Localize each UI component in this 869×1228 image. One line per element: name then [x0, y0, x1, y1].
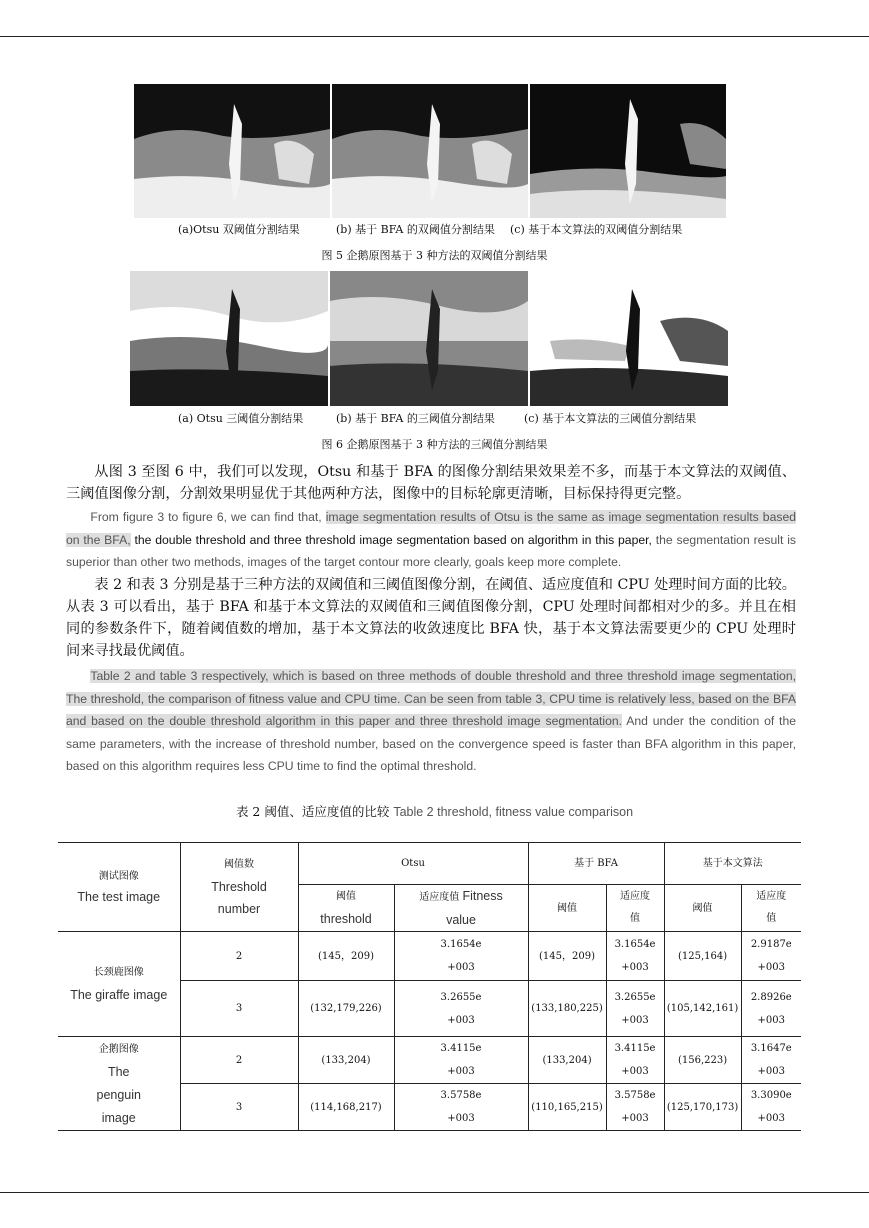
- cell-ours-fitness-exponent: +003: [757, 1066, 786, 1077]
- figure6-images: [130, 271, 730, 406]
- figure5-subcaptions: [178, 221, 682, 237]
- header-test-image-en: The test image: [77, 890, 161, 904]
- header-ours-fitness: [741, 885, 801, 932]
- cell-bfa-fitness-exponent: +003: [621, 1014, 649, 1026]
- cell-bfa-fitness-exponent: +003: [621, 1113, 649, 1124]
- cell-bfa-fitness-mantissa: 3.2655e: [614, 991, 656, 1003]
- figure6a-image: [130, 271, 328, 406]
- figure6c-image: [530, 271, 728, 406]
- header-otsu-fitness-en: Fitness: [462, 889, 503, 903]
- header-ours-fitness-line2: 值: [766, 913, 777, 924]
- header-otsu-fitness-cn: 适应度值: [419, 892, 460, 903]
- header-otsu-fitness-line1: [395, 885, 528, 909]
- fitness-table: [58, 842, 801, 1131]
- paragraph2-chinese: [66, 574, 796, 662]
- cell-ours-fitness: [741, 932, 801, 981]
- header-ours-fitness-line1: 适应度: [756, 891, 787, 902]
- paragraph1-en-part-a: From figure 3 to figure 6, we can find that,: [90, 510, 326, 524]
- cell-otsu-fitness: [394, 1037, 528, 1084]
- cell-bfa-threshold: (145，209): [528, 932, 606, 981]
- cell-otsu-fitness: [394, 981, 528, 1037]
- paragraph1-en-highlight: image segmentation results of Otsu is the same as image segmentation results based on the BFA,: [66, 510, 796, 547]
- figure5-images: [134, 84, 728, 218]
- cell-ours-fitness-mantissa: 3.1647e: [750, 1043, 792, 1054]
- cell-ours-fitness-mantissa: 2.8926e: [750, 991, 792, 1003]
- header-otsu-threshold: [298, 885, 394, 932]
- cell-otsu-threshold: (145，209): [298, 932, 394, 981]
- cell-otsu-fitness: [394, 1084, 528, 1131]
- header-threshold-number: [180, 843, 298, 932]
- table-caption: [0, 802, 869, 820]
- cell-ours-fitness: [741, 981, 801, 1037]
- group-name-penguin-cn: 企鹅图像: [98, 1043, 139, 1055]
- group-name-giraffe: [58, 932, 180, 1037]
- cell-bfa-fitness: [606, 1084, 664, 1131]
- header-otsu-fitness: [394, 885, 528, 932]
- paragraph2-english: [66, 665, 796, 778]
- cell-bfa-fitness-mantissa: 3.1654e: [614, 939, 656, 950]
- group-name-giraffe-cn: 长颈鹿图像: [93, 967, 144, 978]
- paragraph1-chinese: [66, 461, 796, 505]
- paragraph2-en-part-b: And under the condition of the same parameters, with the increase of threshold number, based on the convergence speed is faster than BFA algorithm in this paper, based on this algorithm requires less CPU time to find the optimal threshold.: [66, 714, 796, 774]
- paragraph1-chinese-text: 从图 3 至图 6 中，我们可以发现，Otsu 和基于 BFA 的图像分割结果效果差不多，而基于本文算法的双阈值、三阈值图像分割，分割效果明显优于其他两种方法，图像中的目标轮廓更清晰，目标保持得更完整。: [66, 464, 796, 502]
- header-otsu-threshold-cn: 阈值: [336, 891, 356, 902]
- header-otsu: Otsu: [298, 843, 528, 885]
- header-threshold-number-en: Threshold number: [211, 880, 267, 916]
- cell-otsu-fitness-exponent: +003: [447, 1014, 475, 1026]
- cell-ours-fitness-mantissa: 2.9187e: [750, 939, 792, 950]
- header-test-image: [58, 843, 180, 932]
- cell-threshold-number: 3: [180, 981, 298, 1037]
- cell-ours-fitness: [741, 1084, 801, 1131]
- cell-bfa-fitness: [606, 1037, 664, 1084]
- group-name-penguin-en: The penguin image: [96, 1064, 141, 1125]
- figure5b-image: [332, 84, 528, 218]
- paragraph1-en-part-c: the double threshold and three threshold image segmentation based on algorithm in this paper,: [130, 532, 652, 547]
- cell-otsu-fitness-mantissa: 3.1654e: [440, 939, 482, 950]
- table-caption-cn: 表 2 阈值、适应度值的比较: [235, 804, 390, 819]
- figure6a-caption: (a) Otsu 三阈值分割结果: [178, 412, 304, 425]
- table-header-row-1: [58, 843, 801, 885]
- cell-bfa-fitness-mantissa: 3.4115e: [614, 1043, 656, 1054]
- header-bfa: 基于 BFA: [528, 843, 664, 885]
- cell-bfa-fitness: [606, 932, 664, 981]
- figure5a-caption: (a)Otsu 双阈值分割结果: [178, 223, 300, 236]
- cell-bfa-threshold: (110,165,215): [528, 1084, 606, 1131]
- cell-ours-threshold: (125,164): [664, 932, 741, 981]
- group-name-giraffe-en: The giraffe image: [70, 988, 168, 1002]
- cell-ours-fitness: [741, 1037, 801, 1084]
- cell-bfa-threshold: (133,180,225): [528, 981, 606, 1037]
- figure6-title: 图 6 企鹅原图基于 3 种方法的三阈值分割结果: [321, 438, 548, 451]
- header-ours: 基于本文算法: [664, 843, 801, 885]
- figure6-subcaptions: [178, 410, 696, 426]
- cell-bfa-fitness-mantissa: 3.5758e: [614, 1090, 656, 1101]
- paragraph1-english: [66, 506, 796, 574]
- header-test-image-cn: 测试图像: [98, 871, 139, 882]
- cell-threshold-number: 2: [180, 1037, 298, 1084]
- header-bfa-fitness: [606, 885, 664, 932]
- figure5c-caption: (c) 基于本文算法的双阈值分割结果: [510, 223, 683, 236]
- figure6b-caption: (b) 基于 BFA 的三阈值分割结果: [336, 412, 495, 425]
- paragraph1-en-part-d: the segmentation result is superior than other two methods, images of the target contour more clearly, goals keep more complete.: [66, 532, 797, 570]
- cell-ours-threshold: (105,142,161): [664, 981, 741, 1037]
- cell-ours-fitness-exponent: +003: [757, 962, 786, 973]
- figure5-title: 图 5 企鹅原图基于 3 种方法的双阈值分割结果: [321, 249, 548, 262]
- header-otsu-fitness-line2: value: [446, 913, 476, 927]
- table-row: [58, 1037, 801, 1084]
- cell-threshold-number: 3: [180, 1084, 298, 1131]
- bottom-rule: [0, 1192, 869, 1193]
- header-bfa-fitness-line2: 值: [630, 913, 641, 924]
- cell-bfa-threshold: (133,204): [528, 1037, 606, 1084]
- group-name-penguin: [58, 1037, 180, 1131]
- cell-bfa-fitness-exponent: +003: [621, 1066, 649, 1077]
- cell-ours-threshold: (125,170,173): [664, 1084, 741, 1131]
- cell-otsu-fitness-exponent: +003: [447, 1066, 475, 1077]
- cell-otsu-threshold: (114,168,217): [298, 1084, 394, 1131]
- cell-ours-fitness-exponent: +003: [757, 1113, 786, 1124]
- cell-otsu-fitness-mantissa: 3.4115e: [440, 1043, 482, 1054]
- figure6c-caption: (c) 基于本文算法的三阈值分割结果: [524, 412, 697, 425]
- cell-threshold-number: 2: [180, 932, 298, 981]
- header-bfa-threshold: 阈值: [528, 885, 606, 932]
- cell-otsu-fitness-exponent: +003: [447, 1113, 475, 1124]
- cell-ours-threshold: (156,223): [664, 1037, 741, 1084]
- paragraph2-chinese-text: 表 2 和表 3 分别是基于三种方法的双阈值和三阈值图像分割，在阈值、适应度值和 CPU 处理时间方面的比较。从表 3 可以看出，基于 BFA 和基于本文算法的双阈值和三阈值图像分割，CPU 处理时间都相对少的多。并且在相同的参数条件下，随着阈值数的增加，基于本文算法的收敛速度比 BFA 快，基于本文算法需要更少的 CPU 处理时间来寻找最优阈值。: [66, 577, 796, 659]
- header-otsu-threshold-en: threshold: [320, 912, 372, 926]
- header-ours-threshold: 阈值: [664, 885, 741, 932]
- cell-ours-fitness-exponent: +003: [757, 1014, 786, 1026]
- cell-ours-fitness-mantissa: 3.3090e: [750, 1090, 792, 1101]
- cell-otsu-threshold: (133,204): [298, 1037, 394, 1084]
- paragraph2-en-highlight: Table 2 and table 3 respectively, which is based on three methods of double threshold and three threshold image segmentation, The threshold, the comparison of fitness value and CPU time. Can be seen from table 3, CPU time is relatively less, based on the BFA and based on the double threshold algorithm in this paper and three threshold image segmentation.: [66, 669, 796, 729]
- table-row: [58, 932, 801, 981]
- cell-otsu-threshold: (132,179,226): [298, 981, 394, 1037]
- cell-bfa-fitness: [606, 981, 664, 1037]
- figure6b-image: [330, 271, 528, 406]
- header-bfa-fitness-line1: 适应度: [620, 891, 651, 902]
- cell-bfa-fitness-exponent: +003: [621, 962, 649, 973]
- cell-otsu-fitness-exponent: +003: [447, 962, 475, 973]
- cell-otsu-fitness: [394, 932, 528, 981]
- figure5c-image: [530, 84, 726, 218]
- top-rule: [0, 36, 869, 37]
- cell-otsu-fitness-mantissa: 3.5758e: [440, 1090, 482, 1101]
- figure5b-caption: (b) 基于 BFA 的双阈值分割结果: [336, 223, 495, 236]
- header-threshold-number-cn: 阈值数: [224, 859, 254, 870]
- table-caption-en: Table 2 threshold, fitness value comparison: [393, 805, 634, 819]
- figure5a-image: [134, 84, 330, 218]
- cell-otsu-fitness-mantissa: 3.2655e: [440, 991, 482, 1003]
